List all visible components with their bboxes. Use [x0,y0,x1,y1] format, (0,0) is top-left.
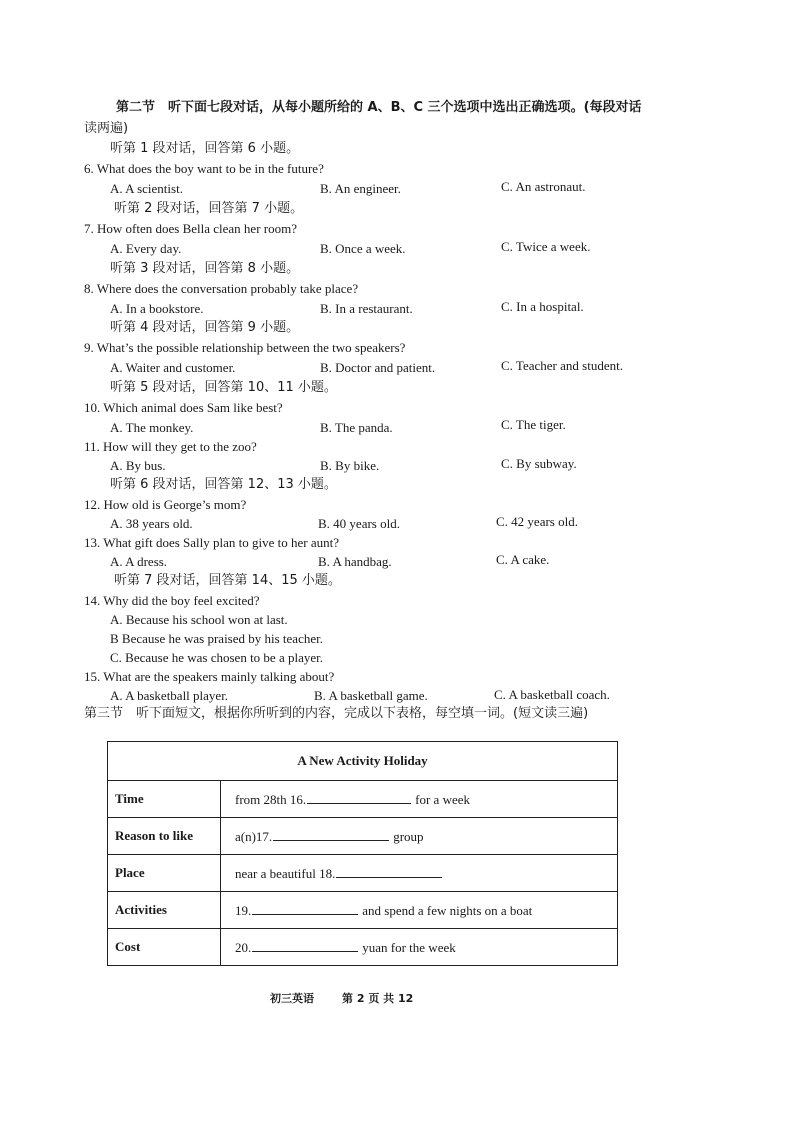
table-row [108,929,618,966]
q6-option-b: B. An engineer. [320,181,401,196]
q10-option-b: B. The panda. [320,420,393,435]
row-value-reason [221,818,618,855]
question-9: 9. What’s the possible relationship between the two speakers? [84,340,406,355]
q12-option-b: B. 40 years old. [318,516,400,531]
activity-holiday-table [107,741,618,966]
table-title: A New Activity Holiday [108,742,618,781]
q7-option-c: C. Twice a week. [501,239,591,254]
q11-option-a: A. By bus. [110,458,166,473]
q14-option-b: B Because he was praised by his teacher. [110,631,323,646]
q10-option-a: A. The monkey. [110,420,194,435]
page-footer [270,990,441,1006]
question-6: 6. What does the boy want to be in the future? [84,161,324,176]
table-row [108,781,618,818]
dialogue-3-instruction: 听第 3 段对话，回答第 8 小题。 [110,261,300,276]
q13-option-a: A. A dress. [110,554,168,569]
question-13: 13. What gift does Sally plan to give to her aunt? [84,535,340,550]
footer-subject: 初三英语 [270,992,314,1005]
row-text-pre: a(n)17. [235,828,273,844]
q6-option-a: A. A scientist. [110,181,183,196]
answer-blank-16[interactable] [307,791,411,804]
question-12: 12. How old is George’s mom? [84,497,247,512]
row-value-activities [221,892,618,929]
row-text-post: group [393,828,424,844]
question-7: 7. How often does Bella clean her room? [84,221,297,236]
q9-option-c: C. Teacher and student. [501,358,623,373]
row-label-activities: Activities [108,892,221,929]
row-label-reason: Reason to like [108,818,221,855]
dialogue-1-instruction: 听第 1 段对话，回答第 6 小题。 [110,141,300,156]
q12-option-c: C. 42 years old. [496,514,578,529]
row-text-pre: from 28th 16. [235,791,307,807]
answer-blank-17[interactable] [273,828,389,841]
q13-option-b: B. A handbag. [318,554,392,569]
answer-blank-19[interactable] [252,902,358,915]
row-text-post: and spend a few nights on a boat [362,902,533,918]
dialogue-4-instruction: 听第 4 段对话，回答第 9 小题。 [110,320,300,335]
section2-heading: 第二节 听下面七段对话，从每小题所给的 A、B、C 三个选项中选出正确选项。(每段对话 [116,100,642,115]
table-row [108,855,618,892]
row-text-pre: 20. [235,939,252,955]
dialogue-2-instruction: 听第 2 段对话，回答第 7 小题。 [114,201,304,216]
question-14: 14. Why did the boy feel excited? [84,593,260,608]
question-15: 15. What are the speakers mainly talking about? [84,669,335,684]
q8-option-b: B. In a restaurant. [320,301,413,316]
row-value-cost [221,929,618,966]
q14-option-c: C. Because he was chosen to be a player. [110,650,323,665]
row-label-place: Place [108,855,221,892]
row-label-cost: Cost [108,929,221,966]
row-text-pre: 19. [235,902,252,918]
q14-option-a: A. Because his school won at last. [110,612,288,627]
q10-option-c: C. The tiger. [501,417,566,432]
q11-option-c: C. By subway. [501,456,577,471]
dialogue-7-instruction: 听第 7 段对话，回答第 14、15 小题。 [114,573,341,588]
q12-option-a: A. 38 years old. [110,516,193,531]
q15-option-b: B. A basketball game. [314,688,428,703]
table-row [108,892,618,929]
row-label-time: Time [108,781,221,818]
q15-option-c: C. A basketball coach. [494,687,610,702]
q7-option-a: A. Every day. [110,241,182,256]
q13-option-c: C. A cake. [496,552,550,567]
q9-option-b: B. Doctor and patient. [320,360,436,375]
row-value-place [221,855,618,892]
row-text-post: for a week [415,791,470,807]
section2-heading-cont: 读两遍) [84,121,129,136]
table-row [108,818,618,855]
question-11: 11. How will they get to the zoo? [84,439,257,454]
q15-option-a: A. A basketball player. [110,688,229,703]
answer-blank-20[interactable] [252,939,358,952]
section3-heading: 第三节 听下面短文，根据你所听到的内容，完成以下表格，每空填一词。(短文读三遍) [84,706,589,721]
q7-option-b: B. Once a week. [320,241,406,256]
q11-option-b: B. By bike. [320,458,380,473]
dialogue-5-instruction: 听第 5 段对话，回答第 10、11 小题。 [110,380,337,395]
row-text-pre: near a beautiful 18. [235,865,336,881]
row-text-post: yuan for the week [362,939,456,955]
dialogue-6-instruction: 听第 6 段对话，回答第 12、13 小题。 [110,477,337,492]
q6-option-c: C. An astronaut. [501,179,586,194]
question-8: 8. Where does the conversation probably take place? [84,281,359,296]
answer-blank-18[interactable] [336,865,442,878]
q9-option-a: A. Waiter and customer. [110,360,236,375]
q8-option-c: C. In a hospital. [501,299,584,314]
q8-option-a: A. In a bookstore. [110,301,204,316]
question-10: 10. Which animal does Sam like best? [84,400,283,415]
row-value-time [221,781,618,818]
footer-page-number: 第 2 页 共 12 [342,992,414,1005]
